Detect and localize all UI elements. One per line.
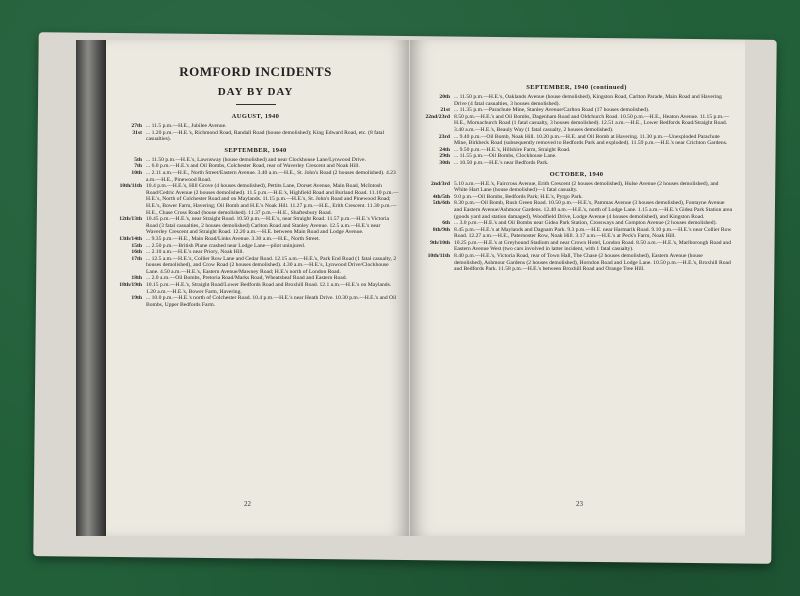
left-sections [112, 113, 399, 308]
entry-date: 18th [131, 275, 142, 282]
entry-date: 6th [442, 220, 450, 227]
incident-entry [112, 295, 399, 308]
incident-entry [420, 181, 733, 194]
entry-date: 9th/10th [430, 239, 450, 246]
month-heading: AUGUST, 1940 [231, 113, 280, 120]
entry-text: 8.40 p.m.—H.E.'s, Victoria Road, rear of Town Hall, The Chase (2 houses demolished), Eastern Avenue (house demolished), Ashmour Gardens (2 houses demolished), Horndon Road and Lodge Lane. 10.50 p.m.—H.E.'s, Broxhill Road and Bedfords Park. 11.58 p.m.—H.E.'s between Broxhill Road and Orange Tree Hill. [454, 253, 731, 273]
entry-text: ... 10.0 p.m.—H.E.'s north of Colchester Road. 10.4 p.m.—H.E.'s near Heath Drive. 10.30 p.m.—H.E.'s and Oil Bombs, Upper Bedfords Farm. [146, 295, 397, 308]
entry-date: 5th [134, 156, 142, 163]
entry-date: 19th [131, 295, 142, 302]
entry-text: ... 2.50 p.m.—British Plane crashed near Lodge Lane—pilot uninjured. [146, 242, 306, 249]
incident-entry [420, 134, 733, 147]
incident-entry [112, 163, 399, 170]
right-page-number: 23 [576, 500, 583, 508]
entry-date: 10th/11th [119, 183, 142, 190]
incident-entry [420, 147, 733, 154]
incident-entry [112, 123, 399, 130]
incident-entry [112, 243, 399, 250]
entry-text: ... 3.0 p.m.—H.E.'s and Oil Bombs near Gidea Park Station, Crossways and Compton Avenue (2 houses demolished). [454, 220, 717, 227]
entry-text: ... 11.35 p.m.—Parachute Mine, Stanley Avenue/Carlton Road (17 houses demolished). [454, 107, 650, 114]
incident-entry [112, 236, 399, 243]
entry-text: ... 9.35 p.m.—H.E., Main Road/Links Avenue. 3.30 a.m.—H.E., North Street. [146, 235, 320, 242]
incident-entry [420, 220, 733, 227]
month-heading: OCTOBER, 1940 [549, 170, 604, 178]
entry-text: ... 10.50 p.m.—H.E.'s near Bedfords Park. [454, 159, 549, 166]
entry-date: 31st [132, 129, 142, 136]
entry-date: 10th/11th [427, 253, 450, 260]
photo-strip [76, 40, 106, 536]
incident-entry [420, 240, 733, 253]
entry-text: ... 11.50 p.m.—H.E.'s, Lawnsway (house demolished) and near Clockhouse Lane/Lynwood Drive. [146, 156, 366, 163]
incident-entry [112, 282, 399, 295]
incident-entry [420, 114, 733, 134]
entry-date: 2nd/3rd [431, 180, 450, 187]
entry-date: 13th/14th [119, 235, 142, 242]
entry-text: 9.0 p.m.—Oil Bombs, Bedfords Park; H.E.'s, Pyrgo Park. [454, 193, 583, 200]
incident-entry [420, 227, 733, 240]
entry-text: ... 6.0 p.m.—H.E.'s and Oil Bombs, Colchester Road, rear of Waverley Crescent and Noak Hill. [146, 163, 360, 170]
entry-date: 16th [131, 249, 142, 256]
incident-entry [420, 200, 733, 220]
left-page-content [112, 56, 399, 308]
incident-entry [112, 256, 399, 276]
entry-text: ... 11.50 p.m.—H.E.'s, Oaklands Avenue (house demolished), Kingston Road, Carlton Parade, Main Road and Havering Drive (4 fatal casualties, 3 houses demolished). [454, 94, 722, 107]
entry-date: 7th [134, 163, 142, 170]
month-heading: SEPTEMBER, 1940 (continued) [526, 84, 627, 91]
right-page-content [420, 80, 733, 273]
entry-text: 8.45 p.m.—H.E.'s at Maylands and Dagnam Park. 9.3 p.m.—H.E. near Harmarik Road. 9.10 p.m.—H.E.'s near Collier Row Road. 12.27 a.m.—H.E., Paternoster Row, Noak Hill. 3.17 a.m.—H.E.'s at Peck's Farm, Noak Hill. [454, 226, 732, 240]
incident-entry [420, 107, 733, 114]
entry-text: ... 2.0 a.m.—Oil Bombs, Pretoria Road/Marks Road, Wheatsheaf Road and Eastern Road. [146, 275, 347, 282]
incident-entry [420, 253, 733, 273]
entry-text: ... 9.40 p.m.—Oil Bomb, Noak Hill. 10.20 p.m.—H.E. and Oil Bomb at Havering. 11.30 p.m.—Unexploded Parachute Mine, Birkbeck Road (subsequently removed to Bedfords Park and exploded). 11.59 p.m.—H.E.'s near Crichton Gardens. [454, 133, 728, 147]
incident-entry [112, 130, 399, 143]
title-rule [236, 104, 276, 105]
incident-entry [112, 216, 399, 236]
left-page [76, 40, 409, 536]
entry-text: 10.25 p.m.—H.E.'s at Greyhound Stadium and near Crown Hotel, London Road. 8.50 a.m.—H.E.'s, Marlborough Road and Eastern Avenue West (two cars involved in latter incident, with 1 fatal casualty). [454, 239, 732, 253]
entry-text: ... 11.55 p.m.—Oil Bombs, Clockhouse Lane. [454, 153, 557, 160]
incident-entry [420, 160, 733, 167]
entry-date: 12th/13th [119, 216, 142, 223]
entry-text: ... 11.5 p.m.—H.E., Jubilee Avenue. [146, 123, 227, 129]
entry-text: ... 2.11 a.m.—H.E., North Street/Eastern Avenue. 3.40 a.m.—H.E., St. John's Road (2 houses demolished). 4.23 a.m.—H.E., Pinewood Road. [146, 169, 396, 183]
left-page-number: 22 [244, 500, 251, 508]
entry-date: 17th [131, 255, 142, 262]
entry-date: 24th [439, 146, 450, 153]
right-sections [420, 84, 733, 273]
incident-entry [420, 153, 733, 160]
incident-entry [420, 94, 733, 107]
entry-date: 5th/6th [432, 200, 450, 207]
entry-date: 27th [131, 123, 142, 129]
entry-text: 10.4 p.m.—H.E.'s, Hill Grove (4 houses demolished), Pettits Lane, Dorset Avenue, Main Road, McIntosh Road/Cedric Avenue (2 houses demolished). 11.5 p.m.—H.E.'s, Highfield Road and Burland Road. 11.10 p.m.—H.E.'s, North of Colchester Road and on Maylands. 11.15 p.m.—H.E.'s, St. John's Road and Pinewood Road; H.E.'s, Bower Farm, Havering; Oil Bomb and H.E.'s Noak Hill. 11.27 p.m.—H.E., Erith Crescent. 11.30 p.m.—H.E., Chase Cross Road (house demolished). 11.37 p.m.—H.E., Shaftesbury Road. [146, 183, 399, 216]
entry-date: 10th [131, 169, 142, 176]
entry-date: 18th/19th [119, 282, 142, 289]
entry-date: 4th/5th [432, 193, 450, 200]
incident-entry [112, 170, 399, 183]
entry-text: ... 12.5 a.m.—H.E.'s, Collier Row Lane and Cedar Road. 12.15 a.m.—H.E.'s, Park End Road (1 fatal casualty, 2 houses demolished), and Crow Road (2 houses demolished). 4.30 a.m.—H.E.'s, Lynwood Drive/Clockhouse Lane. 4.50 a.m.—H.E.'s, Eastern Avenue/Mawney Road; H.E.'s north of London Road. [146, 255, 397, 275]
incident-entry [112, 183, 399, 216]
incident-entry [112, 249, 399, 256]
entry-text: 8.30 p.m.—Oil Bomb, Rush Green Road. 10.50 p.m.—H.E.'s, Pammas Avenue (3 houses demolished), Fontayne Avenue and Eastern Avenue/Ashmour Gardens. 12.40 a.m.—H.E.'s, north of Lodge Lane. 1.15 a.m.—H.E.'s Gidea Park Station area (goods yard and station damaged), Woodfield Drive, Lodge Avenue (4 houses demolished), and Kingston Road. [454, 200, 733, 220]
entry-date: 29th [439, 153, 450, 160]
entry-text: ... 2.10 a.m.—H.E.'s near Priory, Noak Hill. [146, 249, 244, 256]
entry-text: 5.10 a.m.—H.E.'s, Faircross Avenue, Erith Crescent (2 houses demolished), Hulse Avenue (2 houses demolished), and White Hart Lane (house demolished)—1 fatal casualty. [454, 180, 719, 194]
entry-date: 22nd/23rd [425, 113, 450, 120]
entry-date: 15th [131, 242, 142, 249]
month-heading: SEPTEMBER, 1940 [224, 146, 287, 154]
entry-text: ... 9.50 p.m.—H.E.'s, Hillshire Farm, Straight Road. [454, 146, 571, 153]
entry-text: 8.50 p.m.—H.E.'s and Oil Bombs, Dagenham Road and Oldchurch Road. 10.50 p.m.—H.E., Heaton Avenue. 11.15 p.m.—H.E., Mornachurch Road (1 fatal casualty, 3 houses demolished). 12.51 a.m.—H.E., Lower Bedfords Road/Straight Road. 3.40 a.m.—H.E.'s, Beauly Way (1 fatal casualty, 2 houses demolished). [454, 113, 730, 133]
page-subtitle: DAY BY DAY [217, 86, 294, 98]
entry-date: 21st [440, 107, 450, 114]
entry-date: 23rd [438, 133, 450, 140]
entry-text: 10.45 p.m.—H.E.'s, near Straight Road. 10.50 p.m.—H.E.'s, near Straight Road. 11.57 p.m.—H.E.'s Victoria Road (3 fatal casualties, 2 houses demolished) Carlton Road and Stanley Avenue. 12.5 a.m.—H.E.'s near Waverley Crescent and Straight Road. 12.20 a.m.—H.E. between Main Road and Lodge Avenue. [146, 216, 390, 236]
entry-date: 30th [439, 159, 450, 166]
entry-text: 10.15 p.m.—H.E.'s, Straight Road/Lower Bedfords Road and Broxhill Road. 12.1 a.m.—H.E.'s on Maylands. 1.20 a.m.—H.E.'s, Bower Farm, Havering. [146, 282, 392, 295]
entry-text: ... 1.20 p.m.—H.E.'s, Richmond Road, Randall Road (house demolished); King Edward Road, etc. (8 fatal casualties). [146, 129, 385, 143]
entry-date: 20th [439, 94, 450, 100]
right-page [410, 40, 745, 536]
page-title: ROMFORD INCIDENTS [179, 64, 332, 79]
entry-date: 8th/9th [432, 226, 450, 233]
